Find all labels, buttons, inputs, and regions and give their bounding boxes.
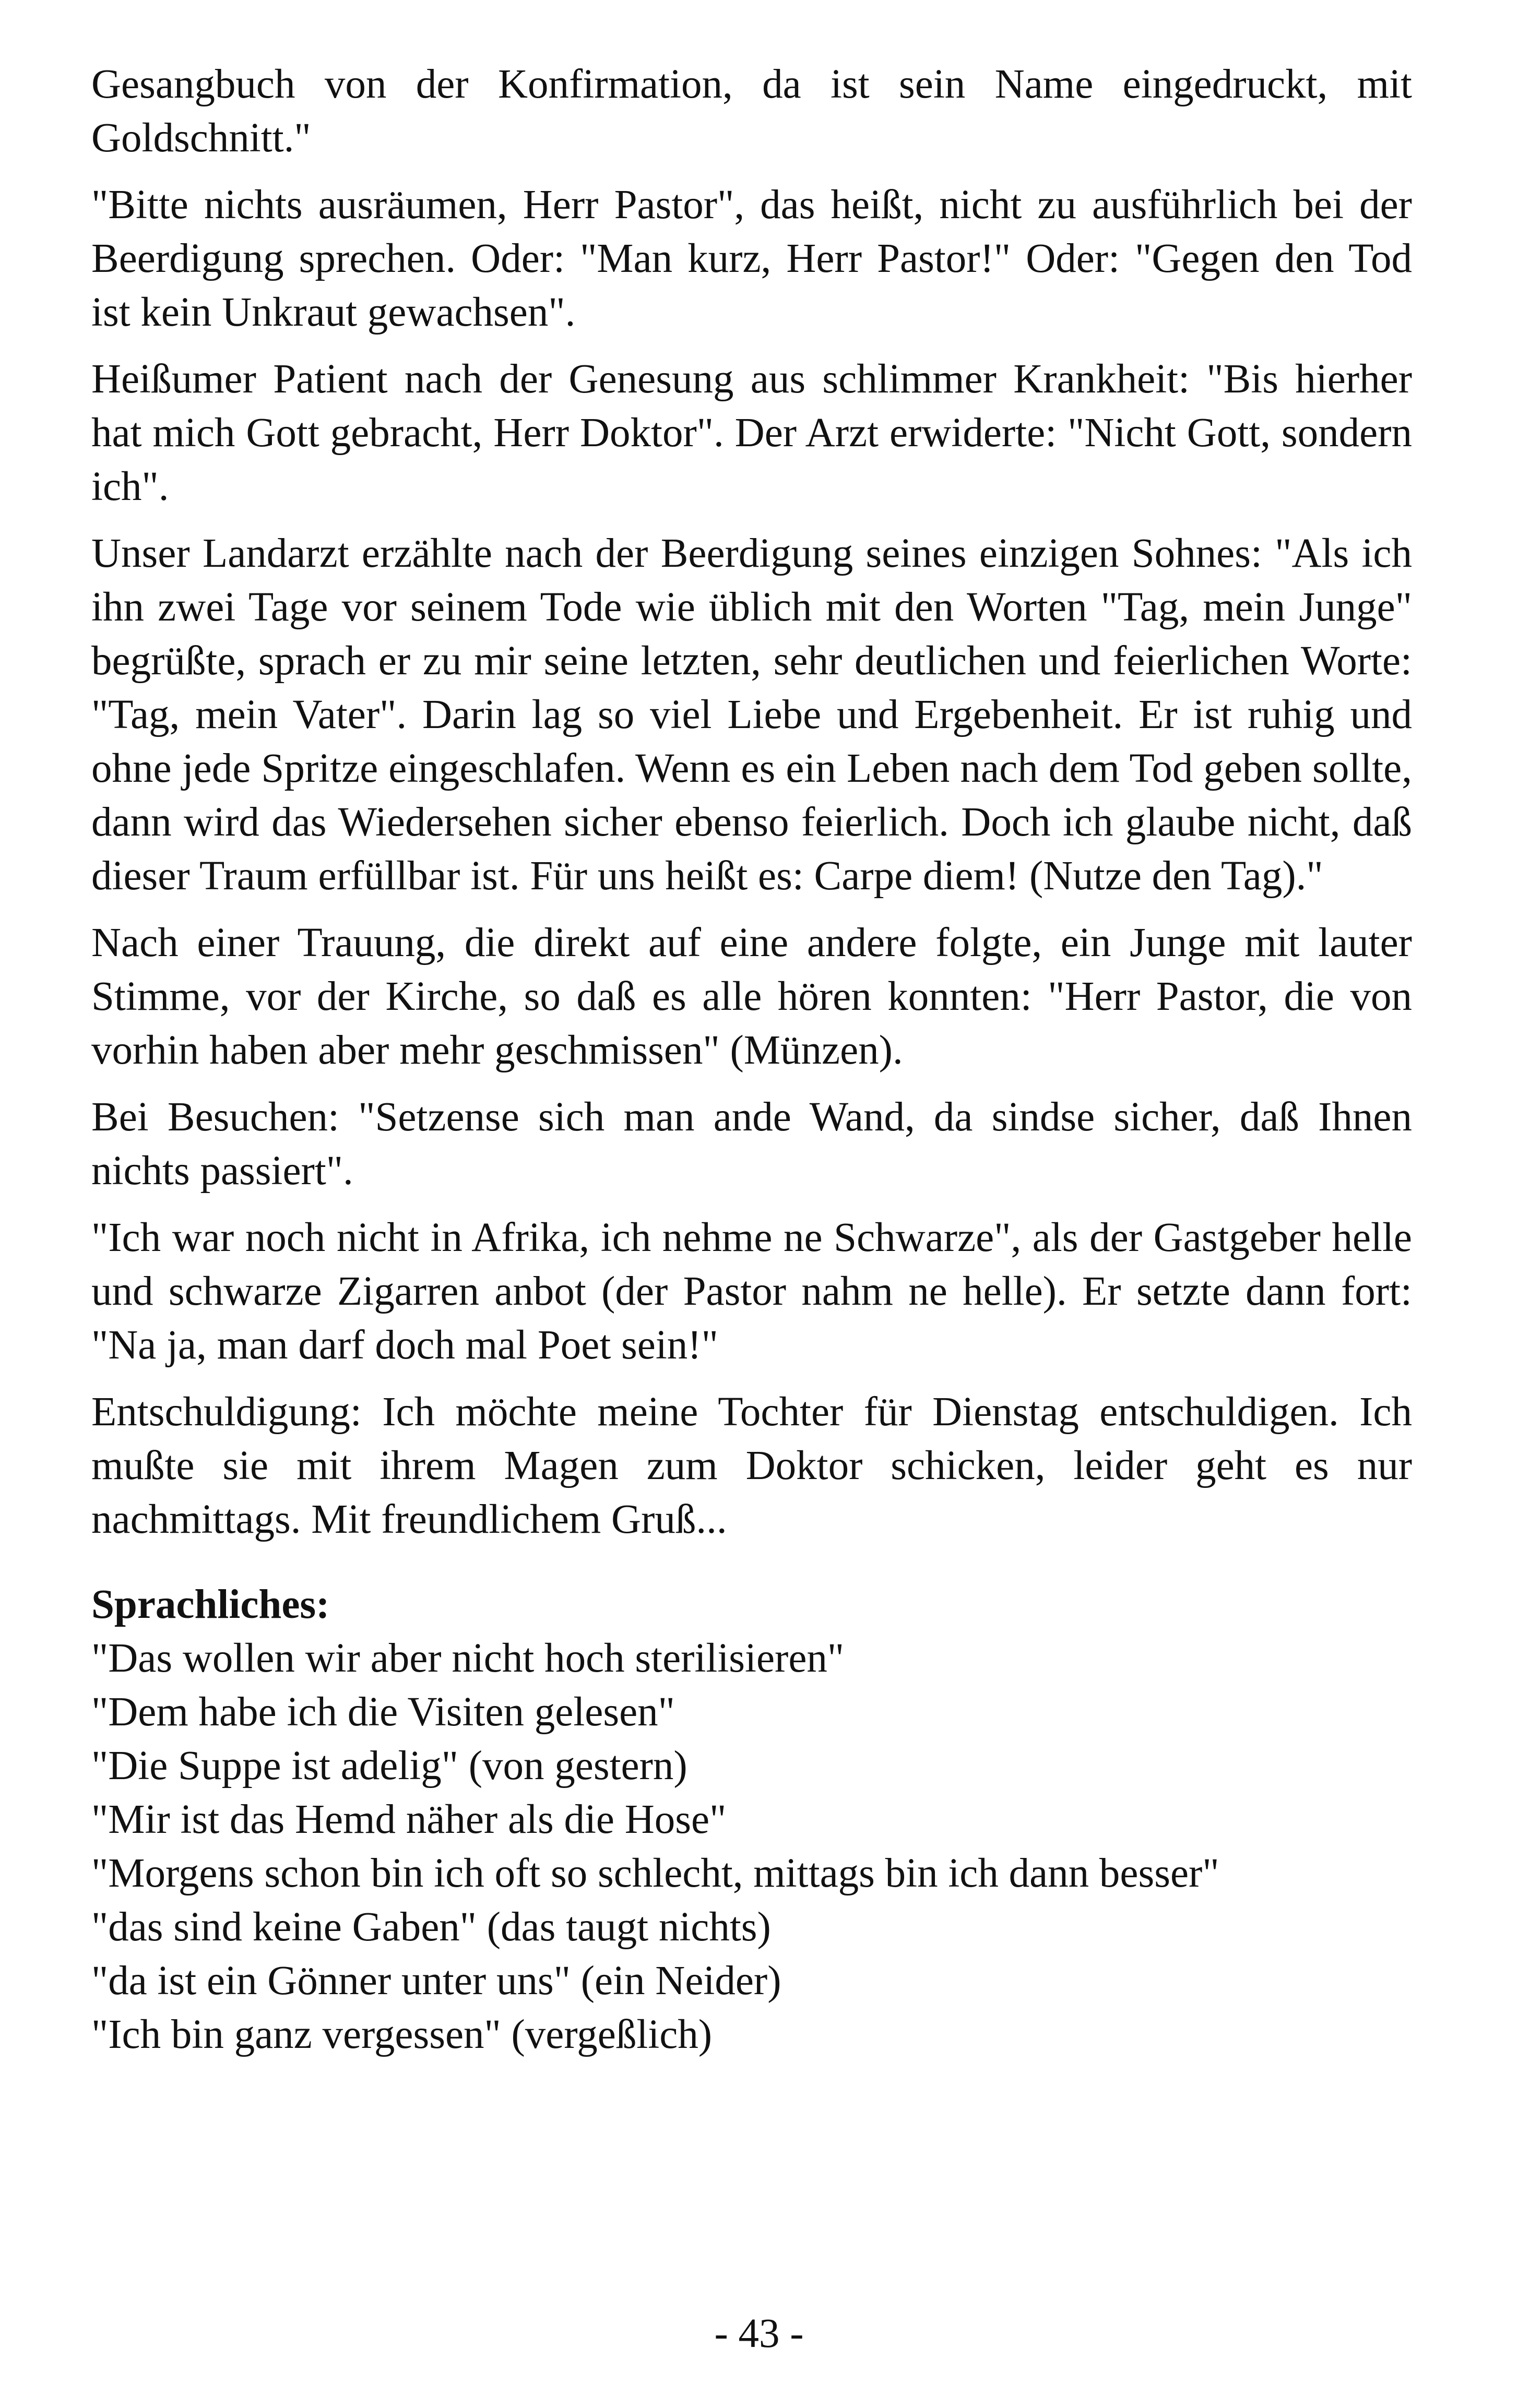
paragraph-hymnbook: Gesangbuch von der Konfirmation, da ist sein Name eingedruckt, mit Goldschnitt.": [91, 62, 1412, 161]
quote-item: "Das wollen wir aber nicht hoch sterilisieren": [91, 1636, 845, 1681]
paragraph-patient-recovery: Heißumer Patient nach der Genesung aus schlimmer Krankheit: "Bis hierher hat mich Gott gebracht, Herr Doktor". Der Arzt erwiderte: "Nicht Gott, sondern ich".: [91, 356, 1412, 509]
paragraph-cigars: "Ich war noch nicht in Afrika, ich nehme ne Schwarze", als der Gastgeber helle und schwarze Zigarren anbot (der Pastor nahm ne helle). Er setzte dann fort: "Na ja, man darf doch mal Poet sein!": [91, 1215, 1412, 1368]
quote-list: [91, 1631, 1412, 2061]
quote-item: "Ich bin ganz vergessen" (vergeßlich): [91, 2012, 713, 2057]
page-content: [91, 57, 1412, 2061]
quote-item: "Die Suppe ist adelig" (von gestern): [91, 1743, 687, 1789]
page-number: - 43 -: [714, 2311, 804, 2356]
quote-item: "Dem habe ich die Visiten gelesen": [91, 1689, 675, 1735]
paragraph-funeral-sayings: "Bitte nichts ausräumen, Herr Pastor", das heißt, nicht zu ausführlich bei der Beerdigung sprechen. Oder: "Man kurz, Herr Pastor!" Oder: "Gegen den Tod ist kein Unkraut gewachsen".: [91, 182, 1412, 335]
section-heading-sprachliches: Sprachliches:: [91, 1582, 330, 1627]
paragraph-visits: Bei Besuchen: "Setzense sich man ande Wand, da sindse sicher, daß Ihnen nichts passiert".: [91, 1094, 1412, 1194]
paragraph-country-doctor: Unser Landarzt erzählte nach der Beerdigung seines einzigen Sohnes: "Als ich ihn zwei Tage vor seinem Tode wie üblich mit den Worten "Tag, mein Junge" begrüßte, sprach er zu mir seine letzten, sehr deutlichen und feierlichen Worte: "Tag, mein Vater". Darin lag so viel Liebe und Ergebenheit. Er ist ruhig und ohne jede Spritze eingeschlafen. Wenn es ein Leben nach dem Tod geben sollte, dann wird das Wiedersehen sicher ebenso feierlich. Doch ich glaube nicht, daß dieser Traum erfüllbar ist. Für uns heißt es: Carpe diem! (Nutze den Tag).": [91, 531, 1412, 899]
quote-item: "das sind keine Gaben" (das taugt nichts): [91, 1904, 771, 1950]
quote-item: "da ist ein Gönner unter uns" (ein Neider): [91, 1958, 781, 2004]
quote-item: "Mir ist das Hemd näher als die Hose": [91, 1797, 727, 1842]
paragraph-wedding-boy: Nach einer Trauung, die direkt auf eine andere folgte, ein Junge mit lauter Stimme, vor der Kirche, so daß es alle hören konnten: "Herr Pastor, die von vorhin haben aber mehr geschmissen" (Münzen).: [91, 920, 1412, 1073]
quote-item: "Morgens schon bin ich oft so schlecht, mittags bin ich dann besser": [91, 1851, 1219, 1896]
paragraph-excuse-note: Entschuldigung: Ich möchte meine Tochter für Dienstag entschuldigen. Ich mußte sie mit ihrem Magen zum Doktor schicken, leider geht es nur nachmittags. Mit freundlichem Gruß...: [91, 1389, 1412, 1542]
